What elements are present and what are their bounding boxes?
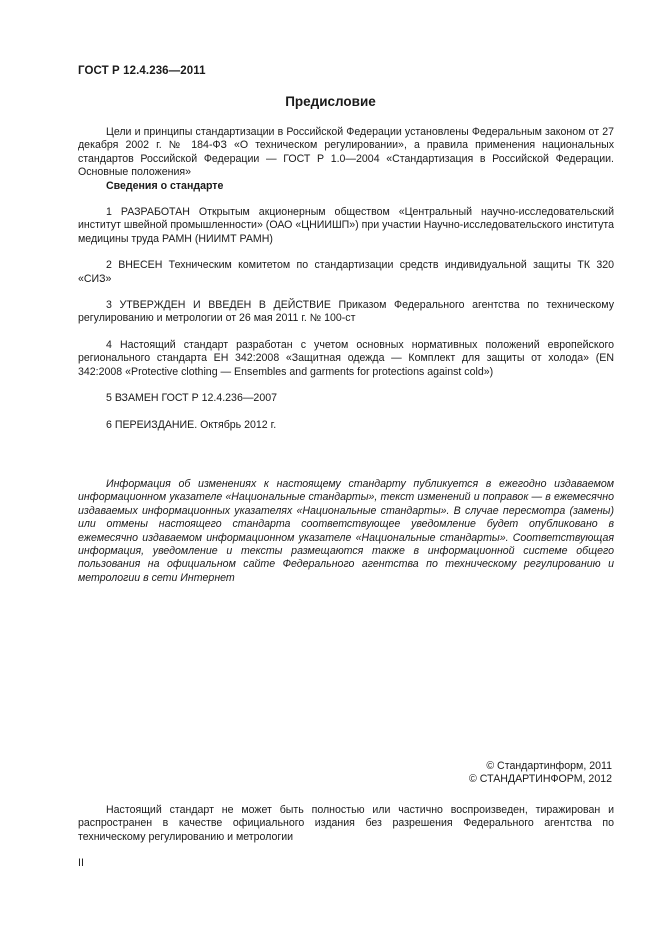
list-item: 6 ПЕРЕИЗДАНИЕ. Октябрь 2012 г. <box>106 418 277 431</box>
page-number: II <box>78 857 84 869</box>
copyright-block <box>469 760 612 787</box>
list-item: 1 РАЗРАБОТАН Открытым акционерным обществом «Центральный научно-исследовательский институт швейной промышленности» (ОАО «ЦНИИШП») при участии Научно-исследовательского института медицины труда РАМН (НИИМТ РАМН) <box>78 206 614 245</box>
copyright-line: © Стандартинформ, 2011 <box>486 760 612 772</box>
document-code-header: ГОСТ Р 12.4.236—2011 <box>78 65 206 77</box>
list-item: 5 ВЗАМЕН ГОСТ Р 12.4.236—2007 <box>106 392 277 405</box>
list-item: 3 УТВЕРЖДЕН И ВВЕДЕН В ДЕЙСТВИЕ Приказом Федерального агентства по техническому регулированию и метрологии от 26 мая 2011 г. № 100-ст <box>78 299 614 325</box>
intro-paragraph: Цели и принципы стандартизации в Российской Федерации установлены Федеральным законом от 27 декабря 2002 г. № 184-ФЗ «О техническом регулировании», а правила применения национальных стандартов Российской Федерации — ГОСТ Р 1.0—2004 «Стандартизация в Российской Федерации. Основные положения» <box>78 126 614 179</box>
list-item: 4 Настоящий стандарт разработан с учетом основных нормативных положений европейского регионального стандарта ЕН 342:2008 «Защитная одежда — Комплект для защиты от холода» (EN 342:2008 «Protective clothing — Ensembles and garments for protections against cold») <box>78 338 614 378</box>
section-heading: Сведения о стандарте <box>106 179 224 192</box>
list-item: 2 ВНЕСЕН Техническим комитетом по стандартизации средств индивидуальной защиты ТК 320 «СИЗ» <box>78 259 614 285</box>
info-paragraph: Информация об изменениях к настоящему стандарту публикуется в ежегодно издаваемом информационном указателе «Национальные стандарты», текст изменений и поправок — в ежемесячно издаваемых информационных указателях «Национальные стандарты». В случае пересмотра (замены) или отмены настоящего стандарта соответствующее уведомление будет опубликовано в ежемесячно издаваемом информационном указателе «Национальные стандарты». Соответствующая информация, уведомление и тексты размещаются также в информационной системе общего пользования на официальном сайте Федерального агентства по техническому регулированию и метрологии в сети Интернет <box>78 478 614 584</box>
page-title: Предисловие <box>285 94 376 109</box>
legal-notice: Настоящий стандарт не может быть полностью или частично воспроизведен, тиражирован и распространен в качестве официального издания без разрешения Федерального агентства по техническому регулированию и метрологии <box>78 804 614 843</box>
copyright-line: © СТАНДАРТИНФОРМ, 2012 <box>469 773 612 786</box>
foreword-body <box>78 126 614 432</box>
